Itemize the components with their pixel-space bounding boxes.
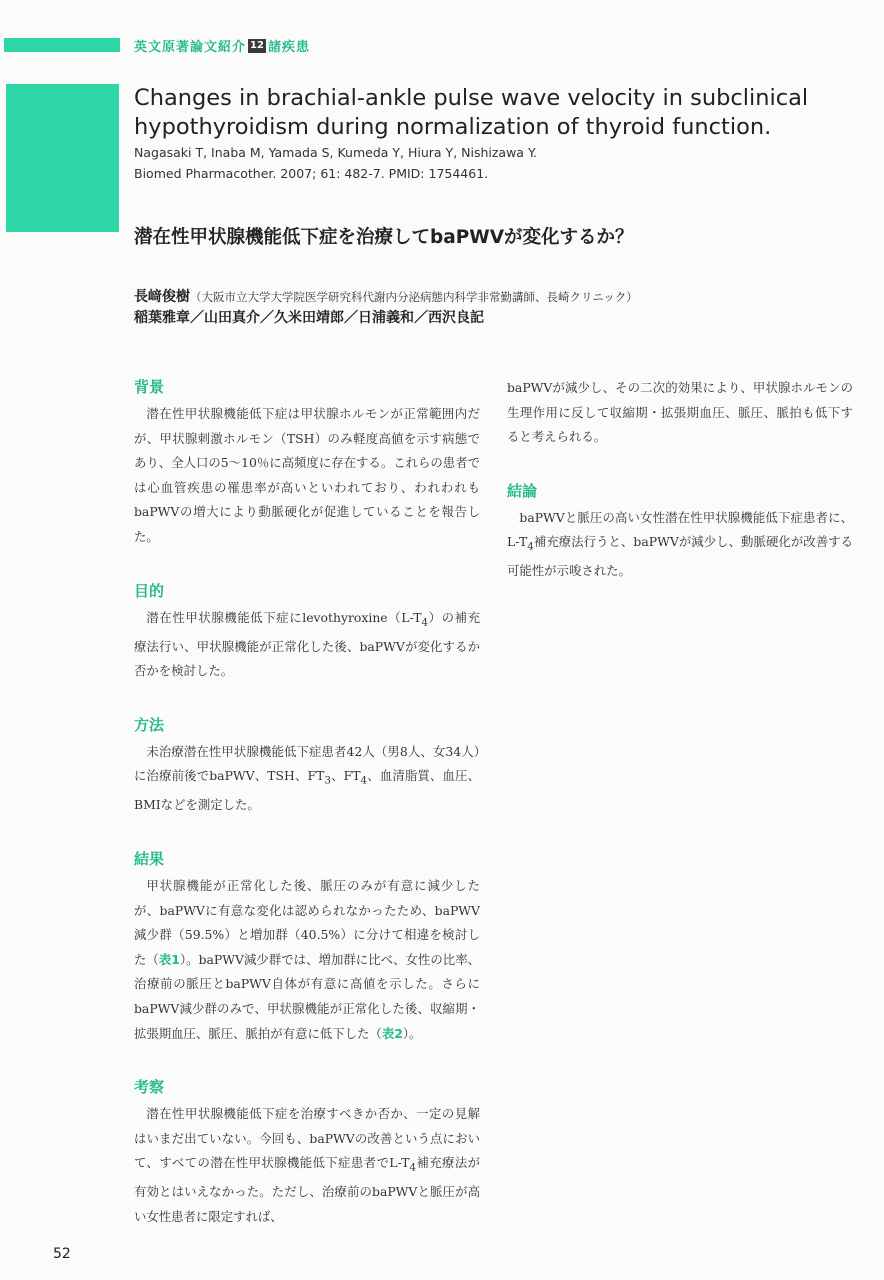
page-number: 52 (53, 1246, 71, 1262)
discussion-continuation-text: baPWVが減少し、その二次的効果により、甲状腺ホルモンの生理作用に反して収縮期・拡張期血圧、脈圧、脈拍も低下すると考えられる。 (507, 380, 853, 445)
methods-text (134, 740, 480, 818)
results-text (134, 874, 480, 1046)
results-text-a: 甲状腺機能が正常化した後、脈圧のみが有意に減少したが、baPWVに有意な変化は認められなかったため、baPWV減少群（59.5%）と増加群（40.5%）に分けて相違を検討した（ (134, 878, 480, 967)
series-label-pre: 英文原著論文紹介 (134, 40, 247, 55)
series-number-badge: 12 (250, 39, 264, 51)
methods-subscript-2: 4 (360, 774, 368, 787)
purpose-heading: 目的 (134, 581, 165, 600)
discussion-heading: 考察 (134, 1078, 165, 1097)
purpose-text-b: ）の補充療法行い、甲状腺機能が正常化した後、baPWVが変化するか否かを検討した。 (134, 609, 480, 679)
methods-text-b: 、FT (330, 768, 361, 784)
article-title-line2: hypothyroidism during normalization of thyroid function. (134, 114, 772, 140)
right-column (507, 376, 853, 614)
methods-text-a: 未治療潜在性甲状腺機能低下症患者42人（男8人、女34人）に治療前後でbaPWV、TSH、FT (134, 743, 480, 784)
conclusion-heading: 結論 (507, 481, 538, 500)
conclusion-text (507, 506, 853, 584)
article-title (134, 84, 834, 142)
purpose-subscript: 4 (421, 616, 429, 629)
section-methods (134, 714, 480, 818)
discussion-continued (507, 376, 853, 450)
table2-reference: 表2 (381, 1025, 403, 1041)
results-text-b: ）。baPWV減少群では、増加群に比べ、女性の比率、治療前の脈圧とbaPWV自体が有意に高値を示した。さらにbaPWV減少群のみで、甲状腺機能が正常化した後、収縮期・拡張期血圧、脈圧、脈拍が有意に低下した（ (134, 951, 481, 1041)
section-background (134, 376, 480, 550)
section-results (134, 848, 480, 1046)
header-accent-bar (4, 38, 120, 52)
reviewer-name: 長﨑俊樹 (134, 289, 190, 305)
conclusion-text-b: 補充療法行うと、baPWVが減少し、動脈硬化が改善する可能性が示唆された。 (507, 534, 853, 579)
purpose-text-a: 潜在性甲状腺機能低下症にlevothyroxine（L-T (146, 609, 422, 625)
methods-subscript-1: 3 (324, 774, 331, 787)
section-purpose (134, 580, 480, 684)
results-heading: 結果 (134, 850, 165, 869)
series-label-post: 諸疾患 (267, 40, 310, 55)
methods-text-c: 、血清脂質、血圧、BMIなどを測定した。 (134, 768, 480, 813)
reviewer-affiliation: （大阪市立大学大学院医学研究科代謝内分泌病態内科学非常勤講師、長崎クリニック） (190, 290, 638, 304)
series-label (134, 36, 310, 55)
reviewer-line (134, 286, 638, 306)
article-citation: Biomed Pharmacother. 2007; 61: 482-7. PMID: 1754461. (134, 166, 489, 181)
discussion-text-a: 潜在性甲状腺機能低下症を治療すべきか否か、一定の見解はいまだ出ていない。今回も、baPWVの改善という点において、すべての潜在性甲状腺機能低下症患者でL-T (134, 1106, 480, 1171)
purpose-text (134, 606, 480, 684)
discussion-text-b: 補充療法が有効とはいえなかった。ただし、治療前のbaPWVと脈圧が高い女性患者に限定すれば、 (134, 1155, 480, 1225)
left-column (134, 376, 480, 1260)
background-text: 潜在性甲状腺機能低下症は甲状腺ホルモンが正常範囲内だが、甲状腺刺激ホルモン（TSH）のみ軽度高値を示す病態であり、全人口の5～10％に高頻度に存在する。これらの患者では心血管疾患の罹患率が高いといわれており、われわれもbaPWVの増大により動脈硬化が促進していることを報告した。 (134, 406, 480, 544)
conclusion-subscript: 4 (527, 540, 534, 553)
discussion-subscript: 4 (409, 1161, 417, 1174)
title-accent-block (6, 84, 119, 232)
section-conclusion (507, 480, 853, 584)
co-author-line (134, 307, 484, 327)
conclusion-text-a: baPWVと脈圧の高い女性潜在性甲状腺機能低下症患者に、L-T (507, 509, 853, 550)
methods-heading: 方法 (134, 715, 165, 734)
table1-reference: 表1 (158, 951, 180, 967)
article-authors: Nagasaki T, Inaba M, Yamada S, Kumeda Y, Hiura Y, Nishizawa Y. (134, 145, 538, 160)
japanese-title: 潜在性甲状腺機能低下症を治療してbaPWVが変化するか？ (134, 227, 634, 248)
background-heading: 背景 (134, 378, 165, 396)
article-title-line1: Changes in brachial-ankle pulse wave velocity in subclinical (134, 85, 809, 111)
section-discussion (134, 1076, 480, 1229)
results-text-c: ）。 (402, 1025, 422, 1041)
co-authors: 稲葉雅章／山田真介／久米田靖郎／日浦義和／西沢良記 (134, 310, 484, 326)
discussion-text (134, 1102, 480, 1229)
